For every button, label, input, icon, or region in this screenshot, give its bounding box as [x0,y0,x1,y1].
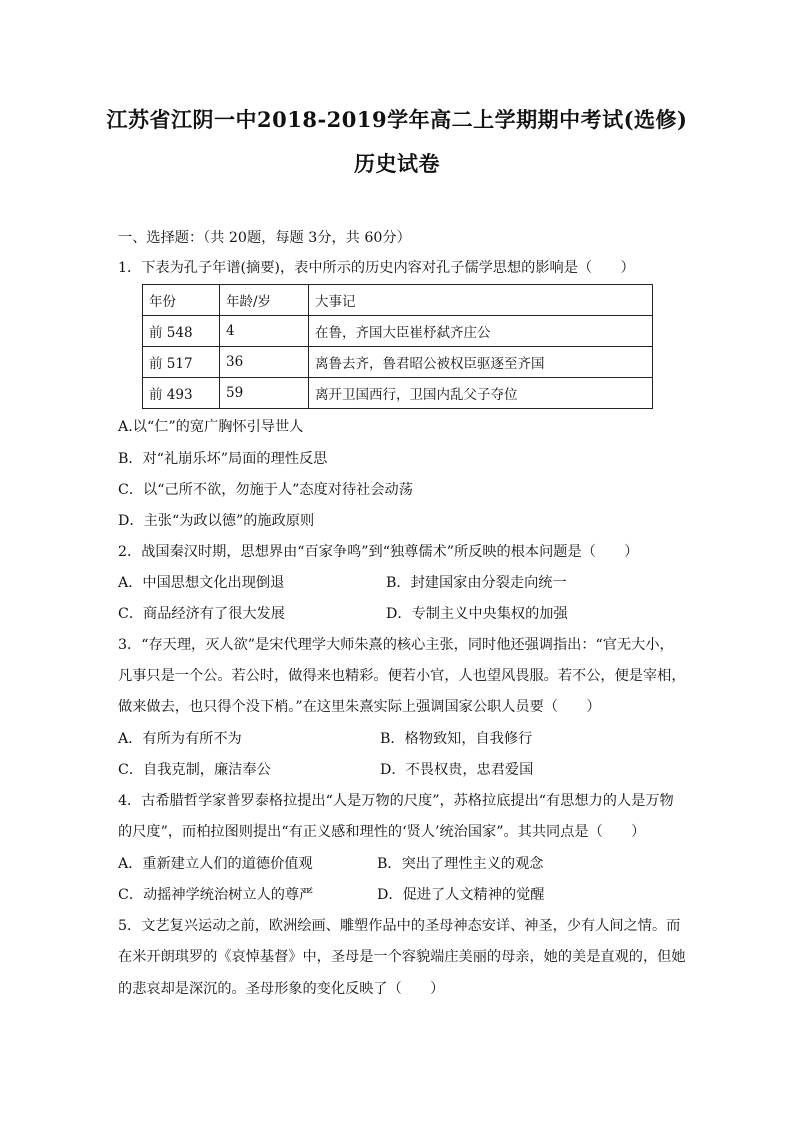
table-row [143,378,653,409]
question-1-option-c: C．以“己所不欲，勿施于人”态度对待社会动荡 [118,482,413,498]
question-4-option-a: A．重新建立人们的道德价值观 [118,856,313,872]
table-cell: 36 [220,347,309,378]
table-cell: 前 493 [143,378,220,409]
question-3-option-a: A．有所为有所不为 [118,731,242,747]
question-4-stem-line-1: 4．古希腊哲学家普罗泰格拉提出“人是万物的尺度”，苏格拉底提出“有思想力的人是万物 [118,793,674,809]
question-5-stem-line-3: 的悲哀却是深沉的。圣母形象的变化反映了（ ） [118,981,445,997]
question-1-option-d: D．主张“为政以德”的施政原则 [118,513,315,529]
table-header-cell: 大事记 [309,285,653,316]
question-2-option-d: D．专制主义中央集权的加强 [386,606,568,622]
question-4-option-b: B．突出了理性主义的观念 [377,856,544,872]
question-4-stem-line-2: 的尺度”，而柏拉图则提出“有正义感和理性的‘贤人’统治国家”。其共同点是（ ） [118,824,646,840]
question-3-option-c: C．自我克制，廉洁奉公 [118,762,271,778]
table-cell: 离鲁去齐，鲁君昭公被权臣驱逐至齐国 [309,347,653,378]
question-2-option-b: B．封建国家由分裂走向统一 [386,575,567,591]
question-4-option-c: C．动摇神学统治树立人的尊严 [118,887,314,903]
question-1-stem: 1．下表为孔子年谱(摘要)，表中所示的历史内容对孔子儒学思想的影响是（ ） [118,260,635,276]
question-1-option-a: A.以“仁”的宽广胸怀引导世人 [118,419,304,435]
question-2-stem: 2．战国秦汉时期，思想界由“百家争鸣”到“独尊儒术”所反映的根本问题是（ ） [118,544,639,560]
question-3-option-b: B．格物致知，自我修行 [380,731,533,747]
confucius-chronology-table [142,284,653,409]
question-4-option-d: D．促进了人文精神的觉醒 [377,887,545,903]
table-cell: 在鲁，齐国大臣崔杼弑齐庄公 [309,316,653,347]
question-3-stem-line-1: 3．“存天理，灭人欲”是宋代理学大师朱熹的核心主张，同时他还强调指出：“官无大小， [118,637,674,653]
section-heading: 一、选择题：（共 20题，每题 3分，共 60分） [118,230,411,246]
table-cell: 前 548 [143,316,220,347]
question-5-stem-line-2: 在米开朗琪罗的《哀悼基督》中，圣母是一个容貌端庄美丽的母亲，她的美是直观的，但她 [118,949,686,965]
table-header-row [143,285,653,316]
question-2-option-a: A．中国思想文化出现倒退 [118,575,285,591]
table-cell: 4 [220,316,309,347]
question-5-stem-line-1: 5．文艺复兴运动之前，欧洲绘画、雕塑作品中的圣母神态安详、神圣，少有人间之情。而 [118,918,681,934]
table-header-cell: 年龄/岁 [220,285,309,316]
exam-subtitle: 历史试卷 [354,151,440,176]
table-cell: 离开卫国西行，卫国内乱父子夺位 [309,378,653,409]
table-row [143,316,653,347]
question-3-stem-line-3: 做来做去，也只得个没下梢。”在这里朱熹实际上强调国家公职人员要（ ） [118,699,601,715]
table-cell: 59 [220,378,309,409]
question-3-stem-line-2: 凡事只是一个公。若公时，做得来也精彩。便若小官，人也望风畏服。若不公，便是宰相， [118,668,686,684]
question-2-option-c: C．商品经济有了很大发展 [118,606,285,622]
table-row [143,347,653,378]
question-1-option-b: B．对“礼崩乐坏”局面的理性反思 [118,451,328,467]
table-cell: 前 517 [143,347,220,378]
question-3-option-d: D．不畏权贵，忠君爱国 [380,762,534,778]
exam-title: 江苏省江阴一中2018-2019学年高二上学期期中考试(选修) [106,107,688,132]
table-header-cell: 年份 [143,285,220,316]
